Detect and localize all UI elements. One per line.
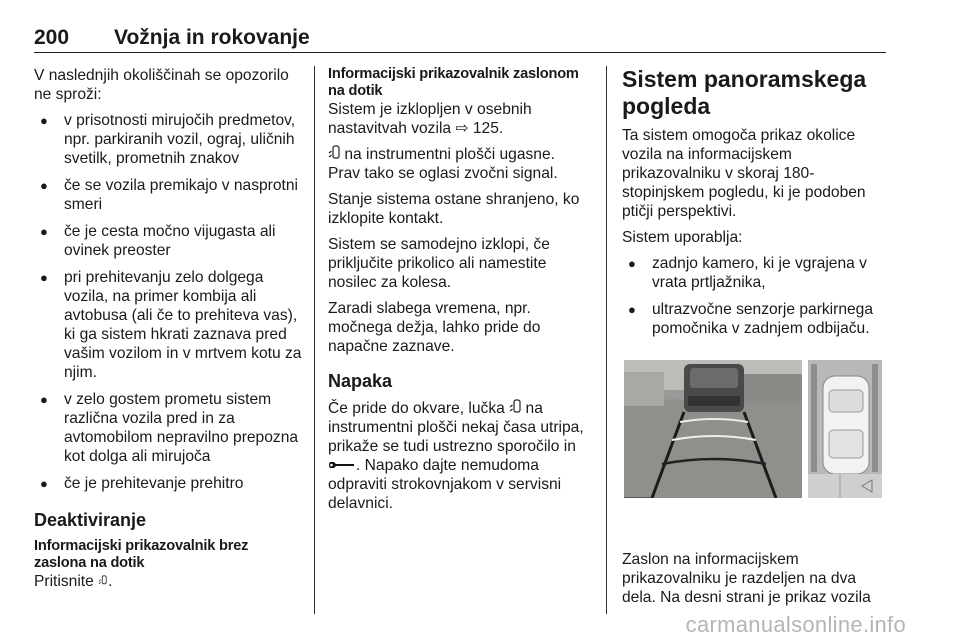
- error-paragraph: [328, 399, 590, 513]
- list-item: ● ultrazvočne senzorje parkirnega pomočnika v zadnjem odbijaču.: [622, 300, 892, 338]
- feature-list: [622, 254, 892, 338]
- intro-text: V naslednjih okoliščinah se opozorilo ne sproži:: [34, 67, 289, 103]
- list-item: ● pri prehitevanju zelo dolgega vozila, na primer kombija ali avtobusa (ali če to prehiteva vas), ki ga sistem hkrati zaznava pred vašim vozilom in v mrtvem kotu za njim.: [34, 268, 302, 382]
- list-item: ● v zelo gostem prometu sistem različna vozila pred in za avtomobilom nepravilno prepozna kot dolga ali mirujoča: [34, 390, 302, 466]
- reference-arrow-icon: ⇨: [455, 120, 469, 137]
- column-divider: [606, 66, 607, 614]
- paragraph: [328, 100, 590, 138]
- side-blind-spot-icon: [509, 399, 521, 414]
- column-divider: [314, 66, 315, 614]
- wrench-icon: [328, 459, 356, 471]
- p1-text: Sistem je izklopljen v osebnih nastavitvah vozila: [328, 101, 532, 137]
- list-item: ● če je cesta močno vijugasta ali ovinek preoster: [34, 222, 302, 260]
- paragraph: [328, 145, 590, 183]
- p2-text: na instrumentni plošči ugasne. Prav tako se oglasi zvočni signal.: [328, 146, 558, 182]
- page-title: Vožnja in rokovanje: [114, 26, 310, 49]
- press-end: .: [108, 573, 113, 590]
- deactivate-heading: Deaktiviranje: [34, 510, 147, 530]
- err-text-2: na instrumentni plošči nekaj časa utripa, prikaže se tudi ustrezno sporočilo in: [328, 400, 584, 455]
- paragraph: Ta sistem omogoča prikaz okolice vozila na informacijskem prikazovalniku v skoraj 180-stopinjskem pogledu, ki je podoben ptičji perspektivi.: [622, 127, 866, 220]
- err-text-3: . Napako dajte nemudoma odpraviti strokovnjakom v servisni delavnici.: [328, 457, 562, 512]
- column-right: [622, 66, 892, 346]
- page-header: [34, 26, 886, 53]
- image-caption: Zaslon na informacijskem prikazovalniku je razdeljen na dva dela. Na desni strani je prikaz vozila: [622, 551, 871, 606]
- watermark: carmanualsonline.info: [685, 612, 906, 637]
- list-item: ● zadnjo kamero, ki je vgrajena v vrata prtljažnika,: [622, 254, 892, 292]
- paragraph: Stanje sistema ostane shranjeno, ko izklopite kontakt.: [328, 191, 580, 227]
- column-middle: [328, 66, 590, 520]
- press-text: Pritisnite: [34, 573, 94, 590]
- error-heading: Napaka: [328, 371, 393, 391]
- exception-list: [34, 111, 302, 493]
- list-item: ● če je prehitevanje prehitro: [34, 474, 302, 493]
- subheading-touch: Informacijski prikazovalnik zaslonom na dotik: [328, 66, 579, 99]
- press-instruction: [34, 572, 302, 591]
- list-item: ● v prisotnosti mirujočih predmetov, npr. parkiranih vozil, ograj, uličnih svetilk, prometnih znakov: [34, 111, 302, 168]
- page-reference[interactable]: 125.: [472, 120, 504, 137]
- paragraph: Zaradi slabega vremena, npr. močnega dežja, lahko pride do napačne zaznave.: [328, 300, 541, 355]
- page-number: 200: [34, 26, 70, 49]
- side-blind-spot-icon: [98, 575, 108, 587]
- side-blind-spot-icon: [328, 145, 340, 160]
- list-item: ● če se vozila premikajo v nasprotni smeri: [34, 176, 302, 214]
- panoramic-view-illustration: [624, 360, 882, 498]
- section-heading: Sistem panoramskega pogleda: [622, 66, 867, 119]
- subheading-no-touch: Informacijski prikazovalnik brez zaslona na dotik: [34, 538, 249, 571]
- paragraph: Sistem se samodejno izklopi, če priključite prikolico ali namestite nosilec za kolesa.: [328, 236, 550, 291]
- column-left: [34, 66, 302, 591]
- paragraph: Sistem uporablja:: [622, 229, 743, 246]
- err-text-1: Če pride do okvare, lučka: [328, 400, 505, 417]
